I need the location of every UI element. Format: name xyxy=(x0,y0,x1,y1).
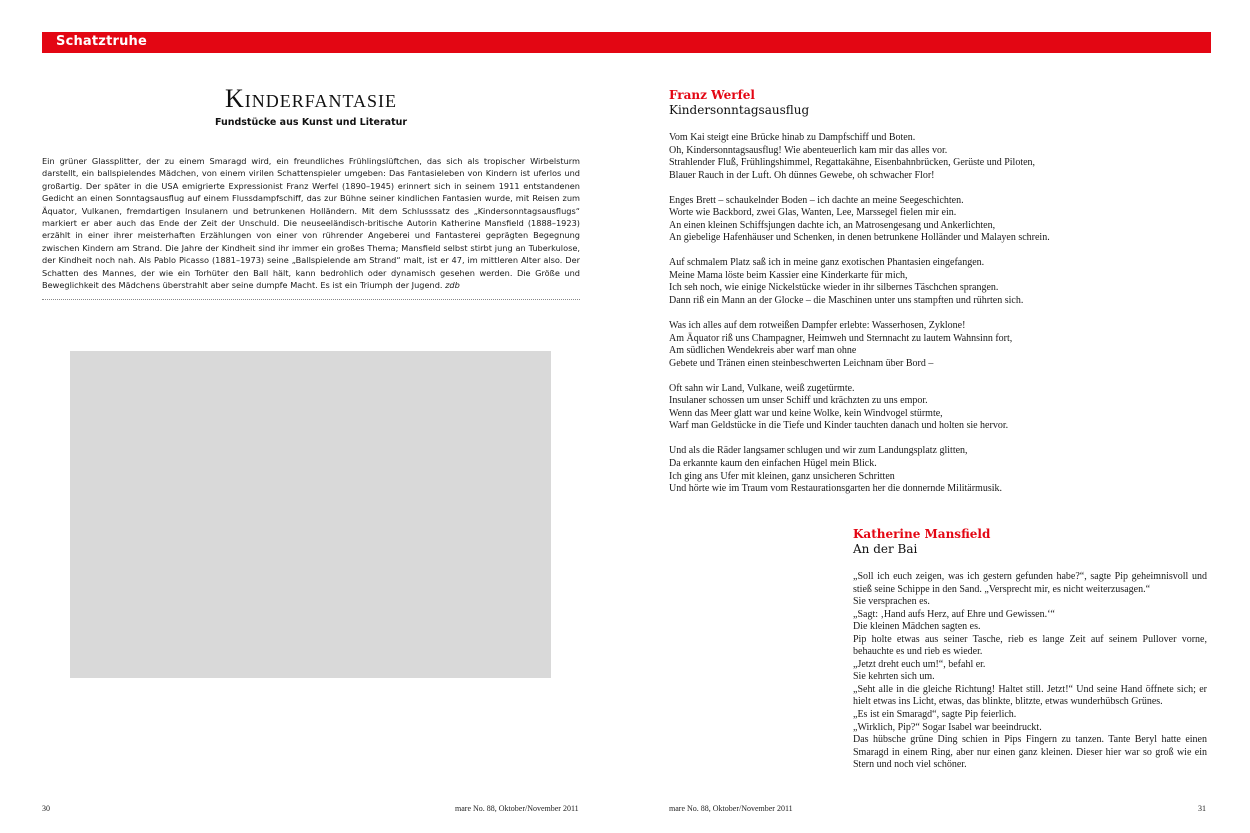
section-label: Schatztruhe xyxy=(56,34,148,49)
poem-stanza xyxy=(669,445,1209,495)
poem-line: Am südlichen Wendekreis aber warf man ohne xyxy=(669,345,857,357)
article-title: Kinderfantasie xyxy=(225,84,397,113)
excerpt-paragraph: „Sagt: ‚Hand aufs Herz, auf Ehre und Gewissen.‘“ xyxy=(853,608,1055,620)
excerpt-paragraph: Sie kehrten sich um. xyxy=(853,671,935,683)
poem-line: An einen kleinen Schiffsjungen dachte ich, an Matrosengesang und Ankerlichten, xyxy=(669,219,996,231)
poem-stanza xyxy=(669,257,1209,307)
article-subtitle: Fundstücke aus Kunst und Literatur xyxy=(214,117,408,128)
poem-stanza xyxy=(669,320,1209,370)
footer-issue-left: mare No. 88, Oktober/November 2011 xyxy=(455,804,579,813)
poem-line: Insulaner schossen um unser Schiff und krächzten zu uns empor. xyxy=(669,395,928,407)
artwork-image-placeholder xyxy=(70,351,551,678)
poem-stanza xyxy=(669,132,1209,182)
werfel-poem-block xyxy=(669,88,1209,508)
dotted-divider xyxy=(42,299,580,300)
excerpt-paragraph: „Wirklich, Pip?“ Sogar Isabel war beeindruckt. xyxy=(853,721,1042,733)
excerpt-paragraph: „Seht alle in die gleiche Richtung! Haltet still. Jetzt!“ Und seine Hand öffnete sich; er hielt etwas ins Licht, etwas, das blinkte, blitzte, etwas wunderhübsch Grünes. xyxy=(853,683,1207,708)
excerpt-paragraph: „Soll ich euch zeigen, was ich gestern gefunden habe?“, sagte Pip geheimnisvoll und stieß seine Schippe in den Sand. „Versprecht mir, es nicht weiterzusagen.“ xyxy=(853,571,1207,595)
intro-text xyxy=(42,155,580,291)
poem-line: Warf man Geldstücke in die Tiefe und Kinder tauchten danach und holten sie hervor. xyxy=(669,420,1009,432)
mansfield-excerpt-text xyxy=(853,571,1207,772)
poem-line: Oh, Kindersonntagsausflug! Wie abenteuerlich kam mir das alles vor. xyxy=(669,144,948,156)
poem-stanza xyxy=(669,383,1209,433)
section-header-bar xyxy=(42,32,1211,53)
poem-line: Vom Kai steigt eine Brücke hinab zu Dampfschiff und Boten. xyxy=(669,132,916,143)
mansfield-excerpt-block xyxy=(853,527,1207,772)
poem-line: Worte wie Backbord, zwei Glas, Wanten, Lee, Marssegel fielen mir ein. xyxy=(669,207,957,219)
werfel-poem-title: Kindersonntagsausflug xyxy=(669,103,810,117)
poem-line: Meine Mama löste beim Kassier eine Kinderkarte für mich, xyxy=(669,269,908,281)
poem-line: Ich ging ans Ufer mit kleinen, ganz unsicheren Schritten xyxy=(669,470,895,482)
poem-line: Enges Brett – schaukelnder Boden – ich dachte an meine Seegeschichten. xyxy=(669,194,964,206)
excerpt-paragraph: Die kleinen Mädchen sagten es. xyxy=(853,621,981,633)
poem-line: Strahlender Fluß, Frühlingshimmel, Regattakähne, Eisenbahnbrücken, Gerüste und Piloten, xyxy=(669,157,1036,169)
poem-line: Ich seh noch, wie einige Nickelstücke wieder in ihr silbernes Täschchen sprangen. xyxy=(669,282,999,294)
intro-signature: zdb xyxy=(445,280,460,291)
poem-line: Oft sahn wir Land, Vulkane, weiß zugetürmte. xyxy=(669,382,855,394)
poem-stanza xyxy=(669,195,1209,245)
excerpt-paragraph: „Jetzt dreht euch um!“, befahl er. xyxy=(853,658,986,670)
excerpt-paragraph: Das hübsche grüne Ding schien in Pips Fingern zu tanzen. Tante Beryl hatte einen Smaragd in einem Ring, aber nur einen ganz kleinen. Dieser hier war so groß wie ein Stern und noch viel schöner. xyxy=(853,734,1207,771)
werfel-author: Franz Werfel xyxy=(669,88,755,102)
poem-line: Am Äquator riß uns Champagner, Heimweh und Sternnacht zu lautem Wahnsinn fort, xyxy=(669,332,1013,344)
werfel-poem-text xyxy=(669,132,1209,496)
page-number-left: 30 xyxy=(42,804,50,813)
poem-line: Und als die Räder langsamer schlugen und wir zum Landungsplatz glitten, xyxy=(669,445,968,457)
poem-line: Da erkannte kaum den einfachen Hügel mein Blick. xyxy=(669,457,877,469)
poem-line: Gebete und Tränen einen steinbeschwerten Leichnam über Bord – xyxy=(669,357,934,369)
intro-body: Ein grüner Glassplitter, der zu einem Smaragd wird, ein freundliches Frühlingslüftchen, das sich als tropischer Wirbelsturm darstellt, ein ballspielendes Mädchen, von einem virilen Schattenspieler umgeben: Das Fantasieleben von Kindern ist uferlos und großartig. Der später in die USA emigrierte Expressionist Franz Werfel (1890–1945) erinnert sich in seinem 1911 entstandenen Gedicht an einen Sonntagsausflug auf einem Flussdampfschiff, das zur Bühne seiner kindlichen Fantasien wurde, mit Reisen zum Äquator, Vulkanen, fremdartigen Insulanern und betrunkenen Holländern. Mit dem Schlusssatz des „Kindersonntagsausflugs“ markiert er aber auch das Ende der Zeit der Unschuld. Die neuseeländisch-britische Autorin Katherine Mansfield (1888–1923) erzählt in einer ihrer meisterhaften Erzählungen von einer von rührender Angeberei und Fantasterei geprägten Begegnung zwischen Kindern am Strand. Die Jahre der Kindheit sind ihr immer ein großes Thema; Mansfield selbst stirbt jung an Tuberkulose, der Kindheit noch nah. Als Pablo Picasso (1881–1973) seine „Ballspielende am Strand“ malt, ist er 47, im mittleren Alter also. Der Schatten des Mannes, der wie ein Torhüter den Ball hält, kann bedrohlich oder dynamisch gesehen werden. Die Größe und Beweglichkeit des Mädchens überstrahlt aber seine dumpfe Macht. Es ist ein Triumph der Jugend. xyxy=(42,156,580,291)
poem-line: Blauer Rauch in der Luft. Oh dünnes Gewebe, oh schwacher Flor! xyxy=(669,169,935,181)
poem-line: An giebelige Hafenhäuser und Schenken, in denen betrunkene Holländer und Malayen schrein. xyxy=(669,232,1050,244)
poem-line: Auf schmalem Platz saß ich in meine ganz exotischen Phantasien eingefangen. xyxy=(669,257,985,269)
footer-issue-right: mare No. 88, Oktober/November 2011 xyxy=(669,804,793,813)
mansfield-author: Katherine Mansfield xyxy=(853,527,991,541)
poem-line: Und hörte wie im Traum vom Restaurationsgarten her die donnernde Militärmusik. xyxy=(669,483,1002,495)
excerpt-paragraph: Sie versprachen es. xyxy=(853,596,930,608)
poem-line: Was ich alles auf dem rotweißen Dampfer erlebte: Wasserhosen, Zyklone! xyxy=(669,320,966,332)
mansfield-story-title: An der Bai xyxy=(853,542,918,556)
poem-line: Dann riß ein Mann an der Glocke – die Maschinen unter uns stampften und rührten sich. xyxy=(669,295,1024,307)
poem-line: Wenn das Meer glatt war und keine Wolke, kein Windvogel stürmte, xyxy=(669,407,943,419)
page-number-right: 31 xyxy=(1198,804,1206,813)
excerpt-paragraph: Pip holte etwas aus seiner Tasche, rieb es lange Zeit auf seinem Pullover vorne, behauchte es und rieb es wieder. xyxy=(853,633,1207,658)
excerpt-paragraph: „Es ist ein Smaragd“, sagte Pip feierlich. xyxy=(853,709,1017,721)
